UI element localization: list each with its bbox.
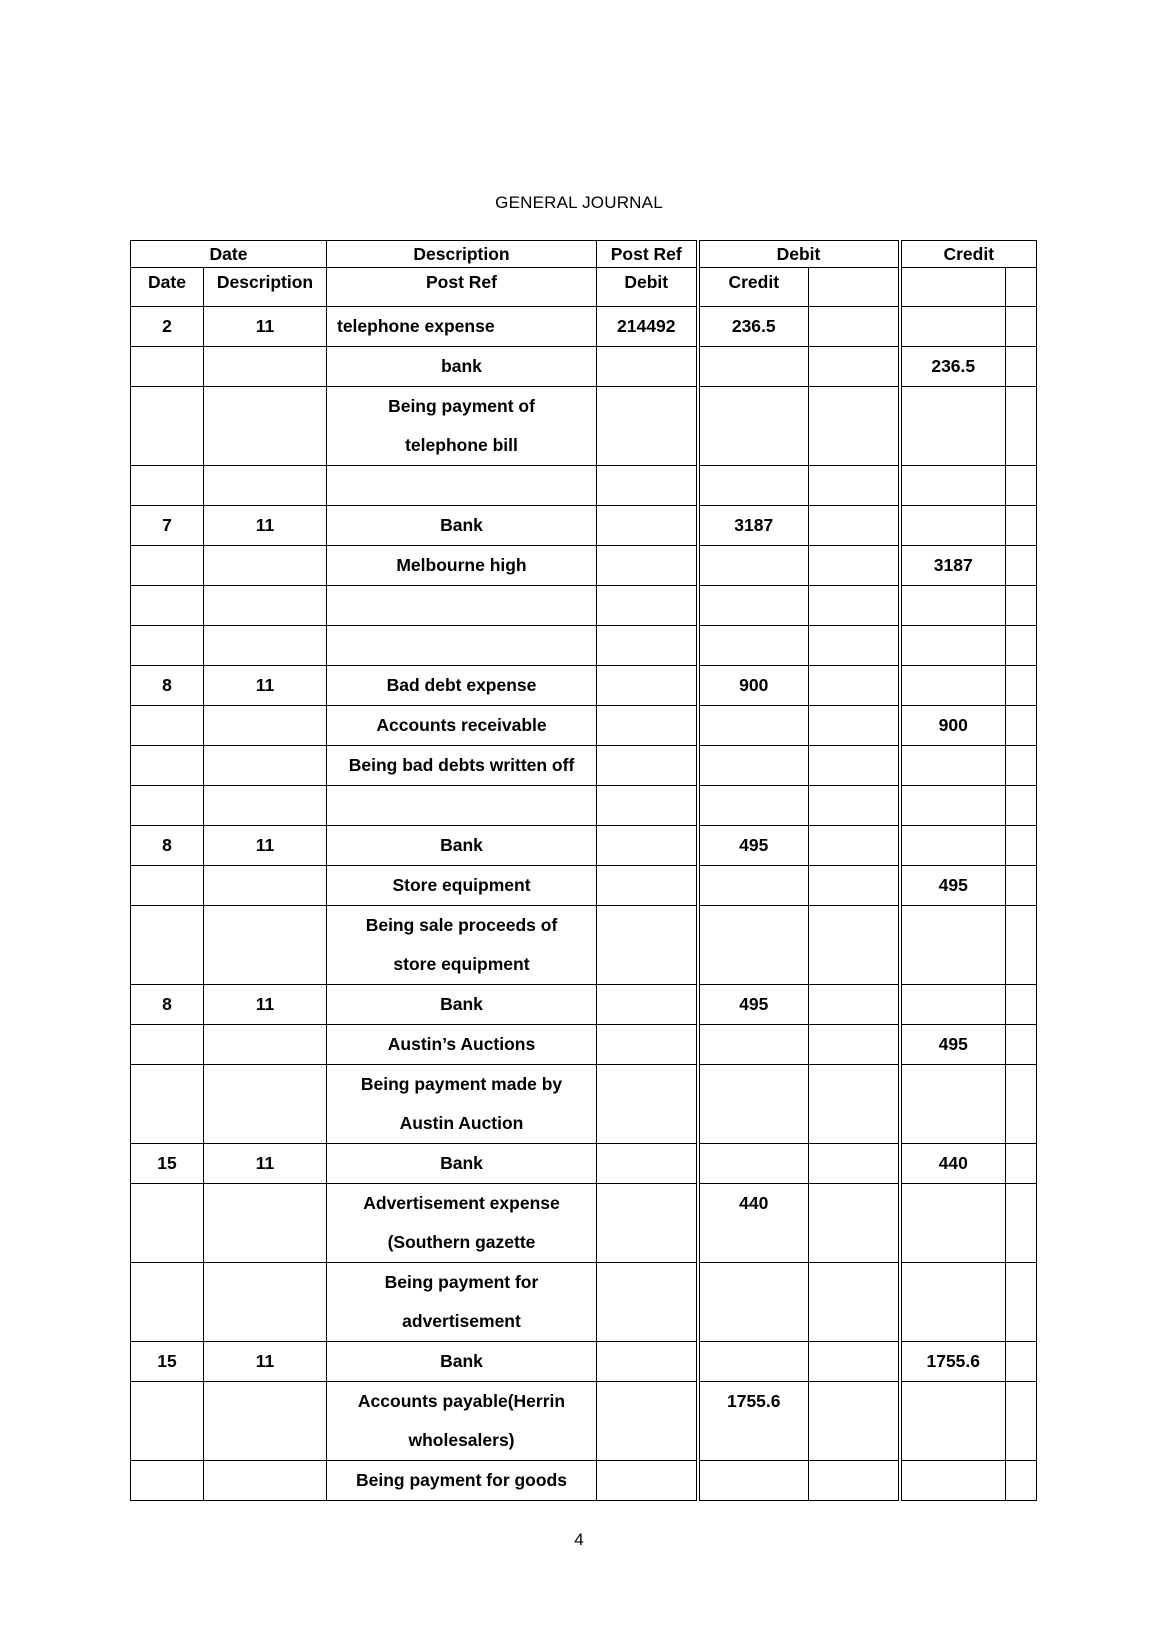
extra-credit-cell: 495 [900, 866, 1006, 906]
description-cell: 11 [204, 666, 327, 706]
post-ref-cell [327, 626, 597, 666]
post-ref-cell: Being bad debts written off [327, 746, 597, 786]
empty-cell [809, 746, 900, 786]
journal-row [131, 546, 1037, 586]
empty-cell [1006, 826, 1037, 866]
credit-cell: 495 [698, 826, 809, 866]
post-ref-cell: telephone expense [327, 307, 597, 347]
empty-cell [809, 1461, 900, 1501]
empty-cell [1006, 866, 1037, 906]
description-cell [204, 347, 327, 387]
journal-row [131, 626, 1037, 666]
journal-row [131, 746, 1037, 786]
debit-cell [597, 1025, 698, 1065]
extra-credit-cell: 900 [900, 706, 1006, 746]
date-cell: 8 [131, 666, 204, 706]
empty-cell [809, 307, 900, 347]
description-cell: 11 [204, 985, 327, 1025]
empty-cell [809, 466, 900, 506]
date-cell [131, 1184, 204, 1263]
empty-cell [809, 1382, 900, 1461]
journal-row [131, 307, 1037, 347]
debit-cell: 214492 [597, 307, 698, 347]
description-cell [204, 1184, 327, 1263]
empty-cell [1006, 746, 1037, 786]
post-ref-cell: Being payment made by Austin Auction [327, 1065, 597, 1144]
credit-cell [698, 347, 809, 387]
empty-cell [809, 666, 900, 706]
date-cell: 2 [131, 307, 204, 347]
description-cell [204, 746, 327, 786]
empty-cell [1006, 666, 1037, 706]
empty-cell [809, 706, 900, 746]
empty-cell [809, 826, 900, 866]
header-debit: Debit [698, 241, 900, 268]
extra-credit-cell: 440 [900, 1144, 1006, 1184]
debit-cell [597, 826, 698, 866]
date-cell: 8 [131, 826, 204, 866]
description-cell [204, 586, 327, 626]
debit-cell [597, 506, 698, 546]
extra-credit-cell [900, 746, 1006, 786]
extra-credit-cell [900, 586, 1006, 626]
journal-row [131, 985, 1037, 1025]
post-ref-cell: Bad debt expense [327, 666, 597, 706]
extra-credit-cell [900, 1065, 1006, 1144]
credit-cell [698, 706, 809, 746]
post-ref-cell: Being payment for advertisement [327, 1263, 597, 1342]
journal-row [131, 1025, 1037, 1065]
description-cell [204, 546, 327, 586]
post-ref-cell: Bank [327, 985, 597, 1025]
journal-row [131, 506, 1037, 546]
post-ref-cell [327, 786, 597, 826]
description-cell [204, 786, 327, 826]
extra-credit-cell [900, 1382, 1006, 1461]
empty-cell [1006, 1342, 1037, 1382]
credit-cell: 236.5 [698, 307, 809, 347]
empty-cell [1006, 626, 1037, 666]
debit-cell [597, 1382, 698, 1461]
empty-cell [809, 1025, 900, 1065]
empty-cell [809, 1065, 900, 1144]
debit-cell [597, 1461, 698, 1501]
date-cell: 7 [131, 506, 204, 546]
extra-credit-cell [900, 1461, 1006, 1501]
journal-row [131, 1382, 1037, 1461]
date-cell [131, 466, 204, 506]
debit-cell [597, 985, 698, 1025]
empty-cell [809, 586, 900, 626]
date-cell [131, 706, 204, 746]
credit-cell [698, 546, 809, 586]
extra-credit-cell [900, 1263, 1006, 1342]
empty-cell [809, 626, 900, 666]
journal-row [131, 826, 1037, 866]
empty-cell [809, 1342, 900, 1382]
subheader-empty [1006, 268, 1037, 307]
post-ref-cell: Melbourne high [327, 546, 597, 586]
post-ref-cell: Being payment of telephone bill [327, 387, 597, 466]
post-ref-cell: Bank [327, 1342, 597, 1382]
debit-cell [597, 906, 698, 985]
extra-credit-cell: 236.5 [900, 347, 1006, 387]
debit-cell [597, 786, 698, 826]
credit-cell: 3187 [698, 506, 809, 546]
description-cell: 11 [204, 307, 327, 347]
post-ref-cell [327, 466, 597, 506]
date-cell [131, 786, 204, 826]
debit-cell [597, 1263, 698, 1342]
extra-credit-cell [900, 626, 1006, 666]
post-ref-cell: Bank [327, 1144, 597, 1184]
post-ref-cell: Accounts receivable [327, 706, 597, 746]
debit-cell [597, 1184, 698, 1263]
extra-credit-cell: 3187 [900, 546, 1006, 586]
debit-cell [597, 666, 698, 706]
journal-row [131, 466, 1037, 506]
header-row-2 [131, 268, 1037, 307]
extra-credit-cell [900, 786, 1006, 826]
date-cell [131, 866, 204, 906]
description-cell [204, 706, 327, 746]
extra-credit-cell [900, 985, 1006, 1025]
empty-cell [809, 1263, 900, 1342]
date-cell [131, 1461, 204, 1501]
empty-cell [809, 1144, 900, 1184]
date-cell [131, 1065, 204, 1144]
empty-cell [809, 546, 900, 586]
subheader-empty [809, 268, 900, 307]
description-cell [204, 387, 327, 466]
post-ref-cell [327, 586, 597, 626]
empty-cell [1006, 706, 1037, 746]
date-cell [131, 546, 204, 586]
empty-cell [1006, 506, 1037, 546]
extra-credit-cell [900, 906, 1006, 985]
header-post-ref: Post Ref [597, 241, 698, 268]
description-cell: 11 [204, 1342, 327, 1382]
extra-credit-cell: 1755.6 [900, 1342, 1006, 1382]
journal-row [131, 1263, 1037, 1342]
header-row-1 [131, 241, 1037, 268]
description-cell [204, 1263, 327, 1342]
journal-row [131, 1342, 1037, 1382]
extra-credit-cell [900, 1184, 1006, 1263]
date-cell [131, 347, 204, 387]
empty-cell [1006, 546, 1037, 586]
debit-cell [597, 387, 698, 466]
date-cell [131, 1263, 204, 1342]
page-title: GENERAL JOURNAL [495, 193, 663, 212]
empty-cell [1006, 307, 1037, 347]
subheader-date: Date [131, 268, 204, 307]
date-cell [131, 1382, 204, 1461]
debit-cell [597, 1342, 698, 1382]
description-cell [204, 866, 327, 906]
empty-cell [1006, 586, 1037, 626]
description-cell [204, 1065, 327, 1144]
debit-cell [597, 1065, 698, 1144]
extra-credit-cell [900, 307, 1006, 347]
header-credit: Credit [900, 241, 1037, 268]
credit-cell [698, 786, 809, 826]
description-cell [204, 626, 327, 666]
credit-cell: 440 [698, 1184, 809, 1263]
extra-credit-cell [900, 506, 1006, 546]
journal-row [131, 906, 1037, 985]
credit-cell [698, 387, 809, 466]
subheader-description: Description [204, 268, 327, 307]
general-journal-table [130, 240, 1037, 1501]
header-description: Description [327, 241, 597, 268]
date-cell: 15 [131, 1342, 204, 1382]
post-ref-cell: Store equipment [327, 866, 597, 906]
description-cell: 11 [204, 506, 327, 546]
empty-cell [809, 387, 900, 466]
credit-cell [698, 1144, 809, 1184]
journal-row [131, 1461, 1037, 1501]
journal-row [131, 1144, 1037, 1184]
debit-cell [597, 866, 698, 906]
journal-row [131, 866, 1037, 906]
empty-cell [809, 906, 900, 985]
date-cell [131, 387, 204, 466]
debit-cell [597, 586, 698, 626]
empty-cell [1006, 1461, 1037, 1501]
empty-cell [1006, 1382, 1037, 1461]
debit-cell [597, 746, 698, 786]
journal-row [131, 387, 1037, 466]
journal-row [131, 1184, 1037, 1263]
description-cell [204, 1382, 327, 1461]
extra-credit-cell [900, 666, 1006, 706]
date-cell: 15 [131, 1144, 204, 1184]
header-date: Date [131, 241, 327, 268]
description-cell [204, 466, 327, 506]
empty-cell [1006, 1025, 1037, 1065]
credit-cell [698, 1025, 809, 1065]
subheader-credit: Credit [698, 268, 809, 307]
credit-cell: 495 [698, 985, 809, 1025]
post-ref-cell: Bank [327, 506, 597, 546]
credit-cell [698, 1461, 809, 1501]
description-cell: 11 [204, 826, 327, 866]
debit-cell [597, 1144, 698, 1184]
empty-cell [1006, 906, 1037, 985]
post-ref-cell: Accounts payable(Herrin wholesalers) [327, 1382, 597, 1461]
extra-credit-cell: 495 [900, 1025, 1006, 1065]
subheader-debit: Debit [597, 268, 698, 307]
credit-cell: 1755.6 [698, 1382, 809, 1461]
description-cell [204, 1461, 327, 1501]
subheader-empty [900, 268, 1006, 307]
description-cell [204, 1025, 327, 1065]
empty-cell [1006, 786, 1037, 826]
post-ref-cell: Bank [327, 826, 597, 866]
date-cell [131, 1025, 204, 1065]
empty-cell [809, 347, 900, 387]
credit-cell [698, 1065, 809, 1144]
post-ref-cell: Advertisement expense (Southern gazette [327, 1184, 597, 1263]
credit-cell [698, 1263, 809, 1342]
empty-cell [1006, 985, 1037, 1025]
credit-cell [698, 866, 809, 906]
journal-row [131, 1065, 1037, 1144]
post-ref-cell: Austin’s Auctions [327, 1025, 597, 1065]
credit-cell [698, 466, 809, 506]
credit-cell [698, 1342, 809, 1382]
extra-credit-cell [900, 466, 1006, 506]
credit-cell [698, 626, 809, 666]
empty-cell [1006, 1263, 1037, 1342]
page-number: 4 [574, 1530, 584, 1549]
description-cell [204, 906, 327, 985]
debit-cell [597, 466, 698, 506]
post-ref-cell: bank [327, 347, 597, 387]
empty-cell [809, 506, 900, 546]
subheader-post-ref: Post Ref [327, 268, 597, 307]
post-ref-cell: Being payment for goods [327, 1461, 597, 1501]
empty-cell [809, 985, 900, 1025]
empty-cell [809, 866, 900, 906]
credit-cell: 900 [698, 666, 809, 706]
date-cell [131, 626, 204, 666]
journal-row [131, 666, 1037, 706]
credit-cell [698, 906, 809, 985]
empty-cell [1006, 466, 1037, 506]
empty-cell [1006, 1065, 1037, 1144]
credit-cell [698, 586, 809, 626]
description-cell: 11 [204, 1144, 327, 1184]
extra-credit-cell [900, 387, 1006, 466]
post-ref-cell: Being sale proceeds of store equipment [327, 906, 597, 985]
empty-cell [1006, 347, 1037, 387]
empty-cell [809, 786, 900, 826]
date-cell [131, 906, 204, 985]
empty-cell [1006, 1144, 1037, 1184]
journal-row [131, 586, 1037, 626]
debit-cell [597, 546, 698, 586]
debit-cell [597, 706, 698, 746]
date-cell: 8 [131, 985, 204, 1025]
date-cell [131, 746, 204, 786]
extra-credit-cell [900, 826, 1006, 866]
credit-cell [698, 746, 809, 786]
empty-cell [809, 1184, 900, 1263]
debit-cell [597, 347, 698, 387]
journal-row [131, 706, 1037, 746]
journal-row [131, 347, 1037, 387]
journal-row [131, 786, 1037, 826]
empty-cell [1006, 387, 1037, 466]
date-cell [131, 586, 204, 626]
debit-cell [597, 626, 698, 666]
empty-cell [1006, 1184, 1037, 1263]
